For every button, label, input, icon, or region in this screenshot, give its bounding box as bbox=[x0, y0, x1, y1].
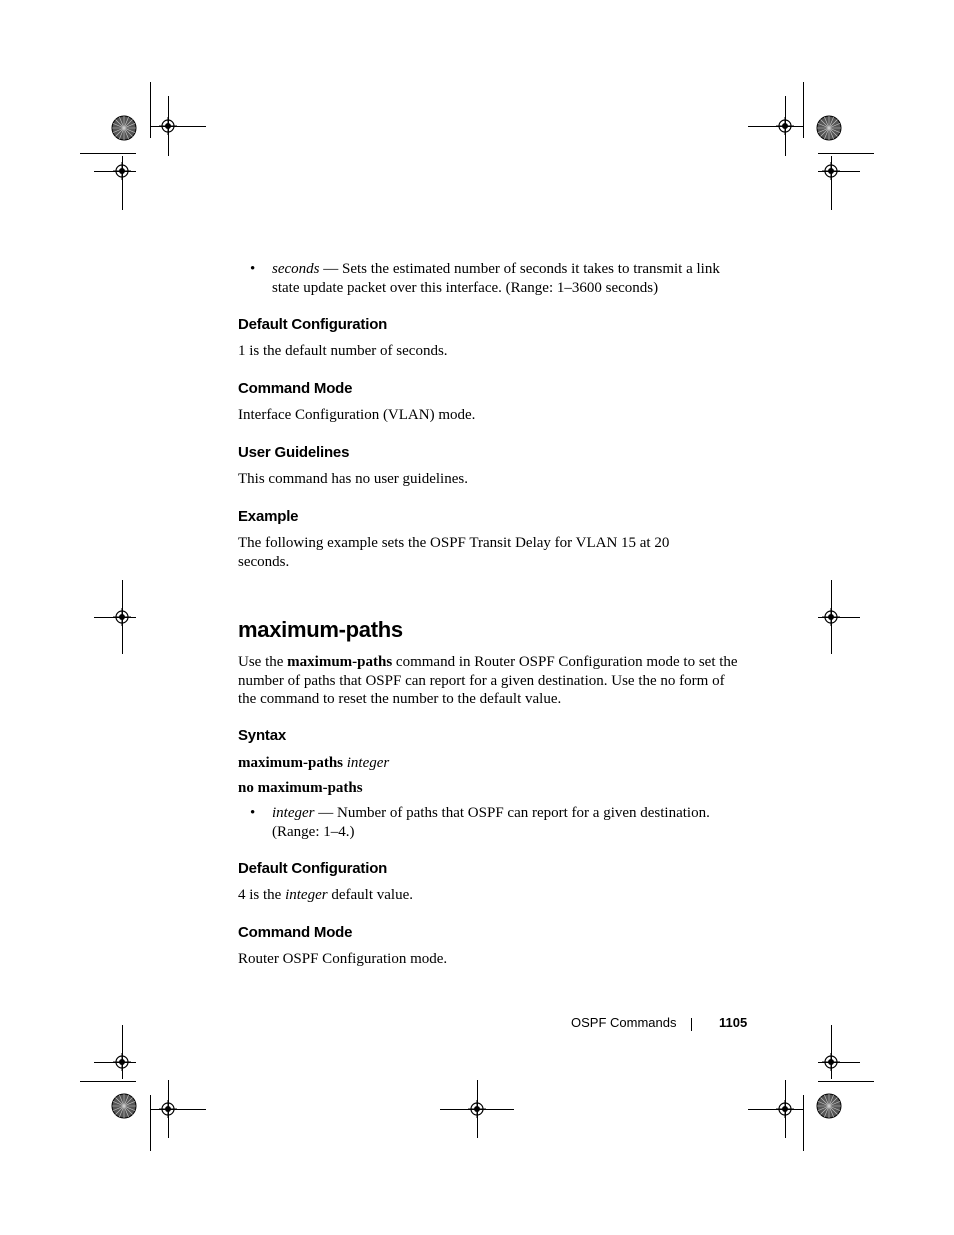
param-seconds-desc: — Sets the estimated number of seconds it takes to transmit a link state update packet over this interface. (Range: 1–3600 seconds) bbox=[272, 261, 720, 296]
bullet-glyph: • bbox=[250, 805, 256, 821]
heading-user-guidelines: User Guidelines bbox=[238, 444, 350, 461]
text-default-config-1: 1 is the default number of seconds. bbox=[238, 343, 448, 359]
heading-syntax: Syntax bbox=[238, 727, 286, 744]
text-default-config-2: 4 is the integer default value. bbox=[238, 887, 413, 903]
param-seconds: seconds bbox=[272, 261, 320, 277]
param-integer: integer bbox=[272, 805, 315, 821]
heading-example: Example bbox=[238, 508, 299, 525]
bullet-seconds bbox=[238, 260, 748, 300]
command-name: maximum-paths bbox=[287, 654, 393, 670]
bullet-glyph: • bbox=[250, 261, 256, 277]
section-title: maximum-paths bbox=[238, 617, 403, 642]
text-user-guidelines: This command has no user guidelines. bbox=[238, 471, 468, 487]
text-command-mode-2: Router OSPF Configuration mode. bbox=[238, 951, 448, 967]
param-integer-desc: — Number of paths that OSPF can report for a given destination. (Range: 1–4.) bbox=[272, 805, 710, 840]
heading-command-mode-1: Command Mode bbox=[238, 380, 353, 397]
syntax-line-2: no maximum-paths bbox=[238, 780, 363, 796]
footer-divider bbox=[691, 1018, 692, 1031]
heading-command-mode-2: Command Mode bbox=[238, 924, 353, 941]
page-number: 1105 bbox=[719, 1015, 748, 1030]
text-example: The following example sets the OSPF Transit Delay for VLAN 15 at 20 seconds. bbox=[238, 535, 670, 570]
syntax-line-1: maximum-paths integer bbox=[238, 755, 390, 771]
bullet-integer bbox=[238, 804, 748, 844]
footer-section-name: OSPF Commands bbox=[571, 1015, 677, 1030]
intro-paragraph: Use the maximum-paths command in Router OSPF Configuration mode to set the number of paths that OSPF can report for a given destination. Use the no form of the command to reset the number to the default value. bbox=[238, 654, 738, 708]
heading-default-config-2: Default Configuration bbox=[238, 860, 388, 877]
heading-default-config-1: Default Configuration bbox=[238, 316, 388, 333]
text-command-mode-1: Interface Configuration (VLAN) mode. bbox=[238, 407, 476, 423]
